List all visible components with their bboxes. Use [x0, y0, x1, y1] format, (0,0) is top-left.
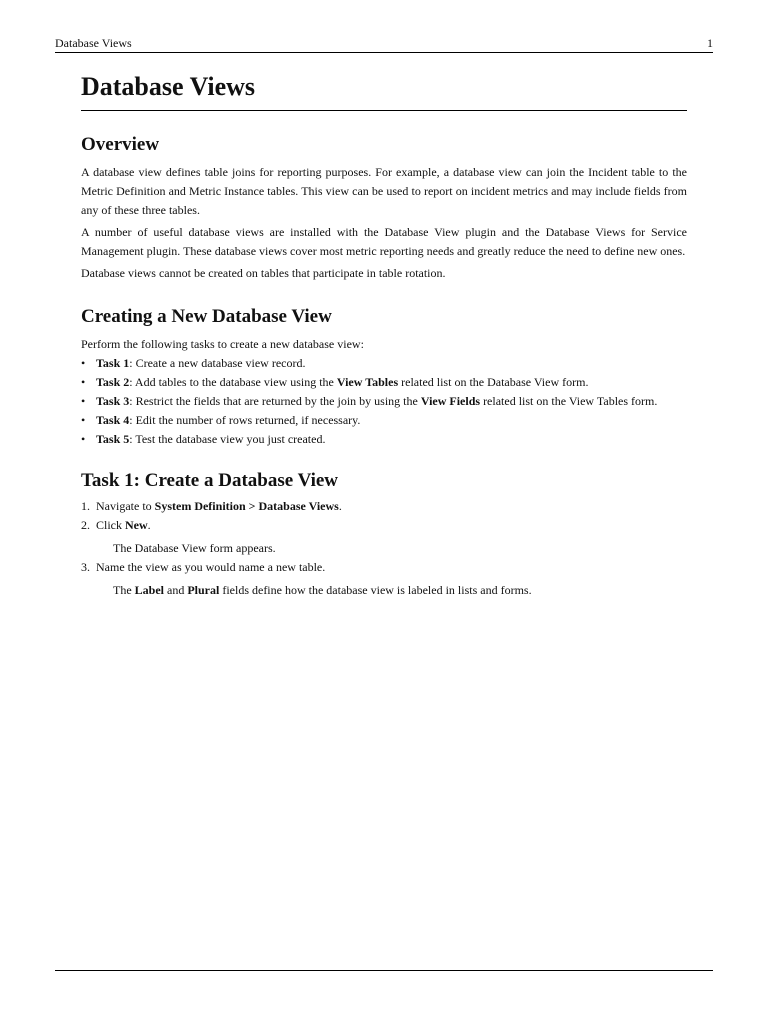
bullet-icon: •: [81, 394, 86, 408]
list-item: • Task 4: Edit the number of rows returned, if necessary.: [81, 411, 687, 430]
overview-heading: Overview: [81, 134, 160, 155]
bullet-icon: •: [81, 413, 86, 427]
running-header: [55, 36, 713, 51]
step-3: 3. Name the view as you would name a new table.: [81, 560, 326, 574]
bullet-icon: •: [81, 432, 86, 446]
creating-heading: Creating a New Database View: [81, 306, 332, 327]
running-header-title: Database Views: [55, 36, 132, 50]
list-item: • Task 2: Add tables to the database view using the View Tables related list on the Database View form.: [81, 373, 687, 392]
bullet-icon: •: [81, 356, 86, 370]
overview-paragraph-3: Database views cannot be created on tables that participate in table rotation.: [81, 266, 446, 280]
creating-intro: Perform the following tasks to create a new database view:: [81, 337, 364, 351]
step-3-note: The Label and Plural fields define how the database view is labeled in lists and forms.: [113, 583, 532, 597]
step-2: 2. Click New.: [81, 518, 151, 532]
list-item: • Task 5: Test the database view you just created.: [81, 430, 687, 449]
footer-rule: [55, 970, 713, 971]
step-1: 1. Navigate to System Definition > Database Views.: [81, 499, 342, 513]
steps-list-cont: [81, 558, 687, 577]
page-title: Database Views: [81, 70, 687, 111]
list-item: • Task 3: Restrict the fields that are returned by the join by using the View Fields related list on the View Tables form.: [81, 392, 687, 411]
bullet-icon: •: [81, 375, 86, 389]
page-number: 1: [707, 36, 713, 50]
task1-heading: Task 1: Create a Database View: [81, 470, 339, 491]
header-rule: [55, 52, 713, 53]
steps-list: [81, 497, 687, 535]
overview-paragraph-2: A number of useful database views are installed with the Database View plugin and the Database Views for Service Management plugin. These database views cover most metric reporting needs and greatly reduce the need to define new ones.: [81, 225, 687, 258]
step-2-note: The Database View form appears.: [113, 541, 276, 555]
list-item: • Task 1: Create a new database view record.: [81, 354, 687, 373]
page-content: [81, 70, 687, 600]
task-list: [81, 354, 687, 449]
overview-paragraph-1: A database view defines table joins for reporting purposes. For example, a database view can join the Incident table to the Metric Definition and Metric Instance tables. This view can be used to report on incident metrics and may include fields from any of these three tables.: [81, 165, 687, 217]
